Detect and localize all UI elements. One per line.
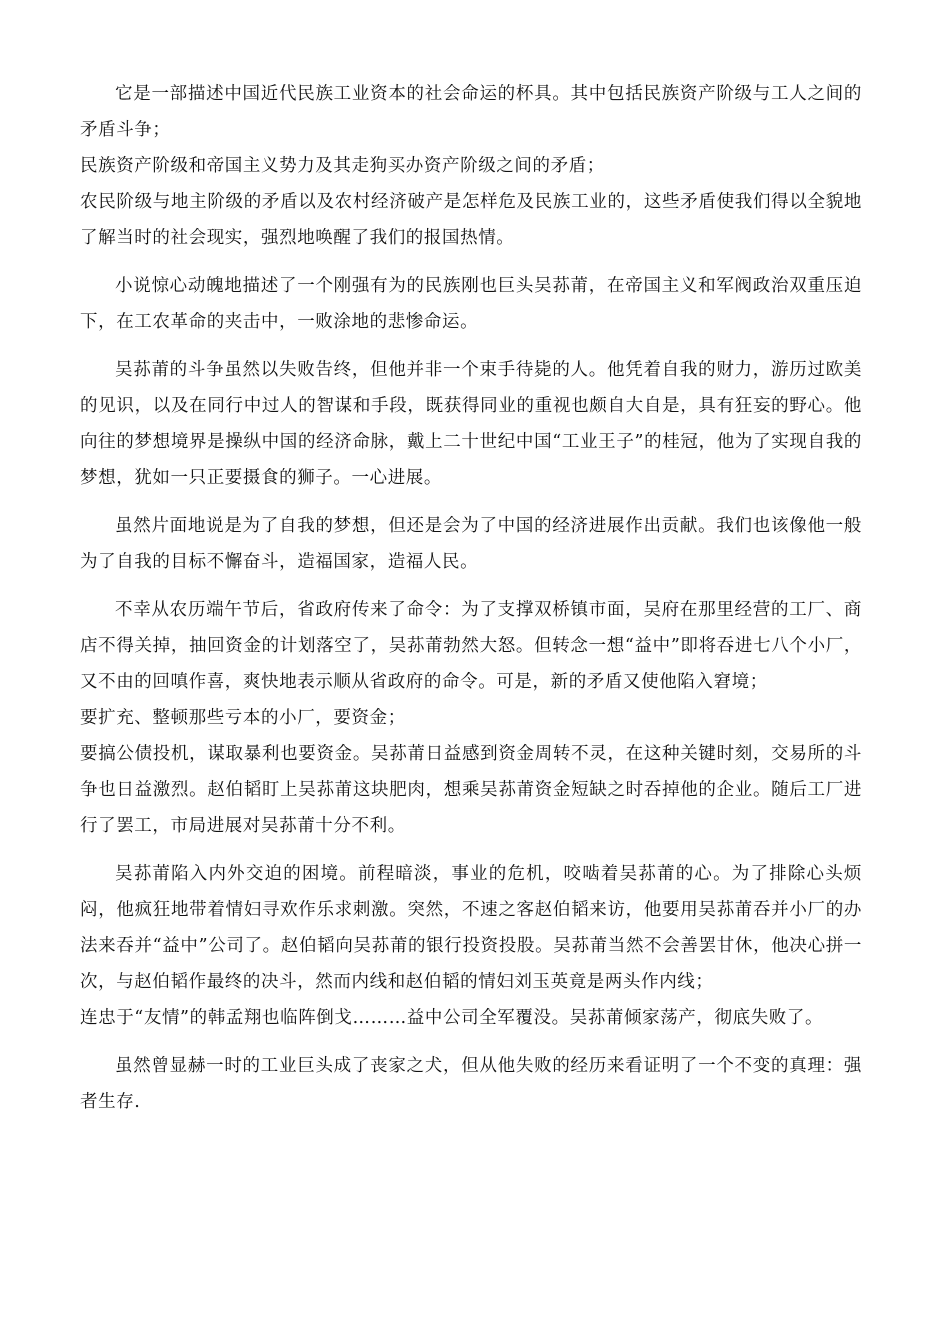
paragraph-conclusion: 虽然曾显赫一时的工业巨头成了丧家之犬，但从他失败的经历来看证明了一个不变的真理：强者生存. <box>80 1056 862 1112</box>
paragraph-intro: 它是一部描述中国近代民族工业资本的社会命运的杯具。其中包括民族资产阶级与工人之间的矛盾斗争； <box>80 84 862 140</box>
text-line: 连忠于“友情”的韩孟翔也临阵倒戈………益中公司全军覆没。吴荪莆倾家荡产，彻底失败了。 <box>80 1008 824 1028</box>
paragraph: 不幸从农历端午节后，省政府传来了命令：为了支撑双桥镇市面，吴府在那里经营的工厂、商店不得关掉，抽回资金的计划落空了，吴荪莆勃然大怒。但转念一想“益中”即将吞进七八个小厂，又不由的回嗔作喜，爽快地表示顺从省政府的命令。可是，新的矛盾又使他陷入窘境； <box>80 600 862 692</box>
text-line: 要搞公债投机，谋取暴利也要资金。吴荪莆日益感到资金周转不灵，在这种关键时刻，交易所的斗争也日益激烈。赵伯韬盯上吴荪莆这块肥肉，想乘吴荪莆资金短缺之时吞掉他的企业。随后工厂进行了罢工，市局进展对吴荪莆十分不利。 <box>80 744 862 836</box>
paragraph: 小说惊心动魄地描述了一个刚强有为的民族刚也巨头吴荪莆，在帝国主义和军阀政治双重压迫下，在工农革命的夹击中，一败涂地的悲惨命运。 <box>80 276 862 332</box>
paragraph: 吴荪莆陷入内外交迫的困境。前程暗淡，事业的危机，咬啮着吴荪莆的心。为了排除心头烦闷，他疯狂地带着情妇寻欢作乐求刺激。突然，不速之客赵伯韬来访，他要用吴荪莆吞并小厂的办法来吞并“益中”公司了。赵伯韬向吴荪莆的银行投资投股。吴荪莆当然不会善罢甘休，他决心拼一次，与赵伯韬作最终的决斗，然而内线和赵伯韬的情妇刘玉英竟是两头作内线； <box>80 864 862 992</box>
paragraph: 吴荪莆的斗争虽然以失败告终，但他并非一个束手待毙的人。他凭着自我的财力，游历过欧美的见识，以及在同行中过人的智谋和手段，既获得同业的重视也颇自大自是，具有狂妄的野心。他向往的梦想境界是操纵中国的经济命脉，戴上二十世纪中国“工业王子”的桂冠，他为了实现自我的梦想，犹如一只正要摄食的狮子。一心进展。 <box>80 360 862 488</box>
text-line: 农民阶级与地主阶级的矛盾以及农村经济破产是怎样危及民族工业的，这些矛盾使我们得以全貌地了解当时的社会现实，强烈地唤醒了我们的报国热情。 <box>80 192 862 248</box>
text-line: 民族资产阶级和帝国主义势力及其走狗买办资产阶级之间的矛盾； <box>80 156 605 176</box>
document-body <box>80 76 862 1120</box>
text-line: 要扩充、整顿那些亏本的小厂，要资金； <box>80 708 406 728</box>
paragraph: 虽然片面地说是为了自我的梦想，但还是会为了中国的经济进展作出贡献。我们也该像他一般为了自我的目标不懈奋斗，造福国家，造福人民。 <box>80 516 862 572</box>
